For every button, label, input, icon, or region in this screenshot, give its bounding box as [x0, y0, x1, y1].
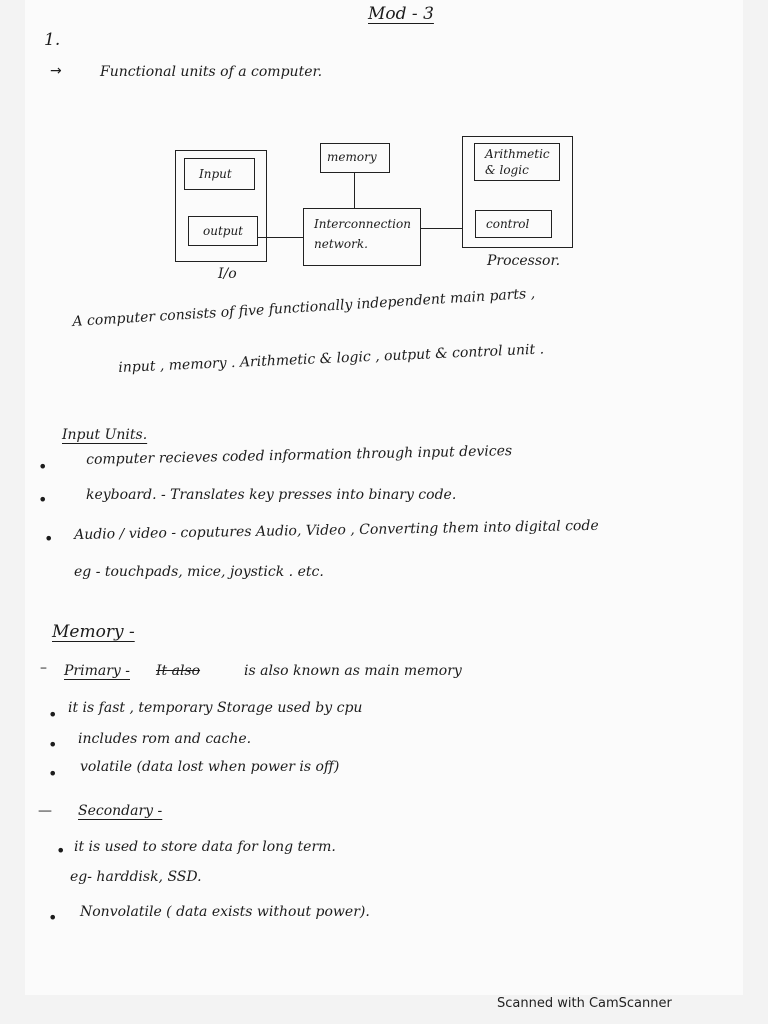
primary-text: is also known as main memory	[244, 663, 462, 679]
primary-bullet-2: includes rom and cache.	[78, 731, 252, 747]
memory-box	[320, 143, 390, 173]
primary-bullet-3: volatile (data lost when power is off)	[80, 759, 340, 775]
input-example: eg - touchpads, mice, joystick . etc.	[74, 564, 324, 580]
io-label: I/o	[218, 266, 237, 282]
bullet: •	[48, 735, 58, 754]
input-box	[184, 158, 255, 190]
input-bullet-2: keyboard. - Translates key presses into binary code.	[86, 487, 457, 503]
secondary-label: Secondary -	[78, 803, 163, 819]
input-bullet-3: Audio / video - coputures Audio, Video , Converting them into digital code	[74, 517, 599, 543]
input-units-heading: Input Units.	[62, 427, 148, 443]
summary-line-2: input , memory . Arithmetic & logic , output & control unit .	[118, 341, 545, 376]
memory-label: memory	[327, 150, 377, 164]
bullet: •	[38, 457, 48, 476]
output-box	[188, 216, 258, 246]
logic-label: & logic	[485, 163, 529, 177]
bullet: •	[48, 764, 58, 783]
struck-text: It also	[156, 663, 201, 679]
input-label: Input	[199, 167, 232, 181]
arrow-icon: →	[50, 63, 62, 79]
dash: –	[40, 660, 47, 676]
primary-bullet-1: it is fast , temporary Storage used by cpu	[68, 700, 363, 716]
bullet: •	[38, 490, 48, 509]
control-label: control	[486, 217, 530, 231]
scanner-watermark: Scanned with CamScanner	[497, 996, 672, 1011]
secondary-bullet-2: Nonvolatile ( data exists without power).	[80, 904, 370, 920]
memory-heading: Memory -	[52, 622, 135, 642]
bullet: •	[56, 841, 66, 860]
arithmetic-label: Arithmetic	[485, 147, 550, 161]
processor-label: Processor.	[487, 253, 561, 269]
page-title: Mod - 3	[368, 4, 434, 24]
section-heading: Functional units of a computer.	[100, 64, 323, 80]
memory-connector	[354, 173, 355, 209]
primary-label: Primary -	[64, 663, 130, 679]
interconnection-label: Interconnection	[314, 217, 411, 231]
io-connector	[258, 237, 303, 238]
secondary-bullet-1: it is used to store data for long term.	[74, 839, 336, 855]
bullet: •	[48, 705, 58, 724]
item-number: 1.	[44, 30, 61, 50]
output-label: output	[203, 224, 244, 238]
input-bullet-1: computer recieves coded information through input devices	[86, 443, 513, 468]
alu-box	[474, 143, 560, 181]
dash: —	[38, 803, 52, 819]
control-box	[475, 210, 552, 238]
bullet: •	[44, 529, 54, 548]
network-label: network.	[314, 237, 368, 251]
summary-line-1: A computer consists of five functionally independent main parts ,	[72, 285, 536, 330]
bullet: •	[48, 908, 58, 927]
processor-connector	[421, 228, 463, 229]
secondary-example: eg- harddisk, SSD.	[70, 869, 202, 885]
interconnection-box	[303, 208, 421, 266]
